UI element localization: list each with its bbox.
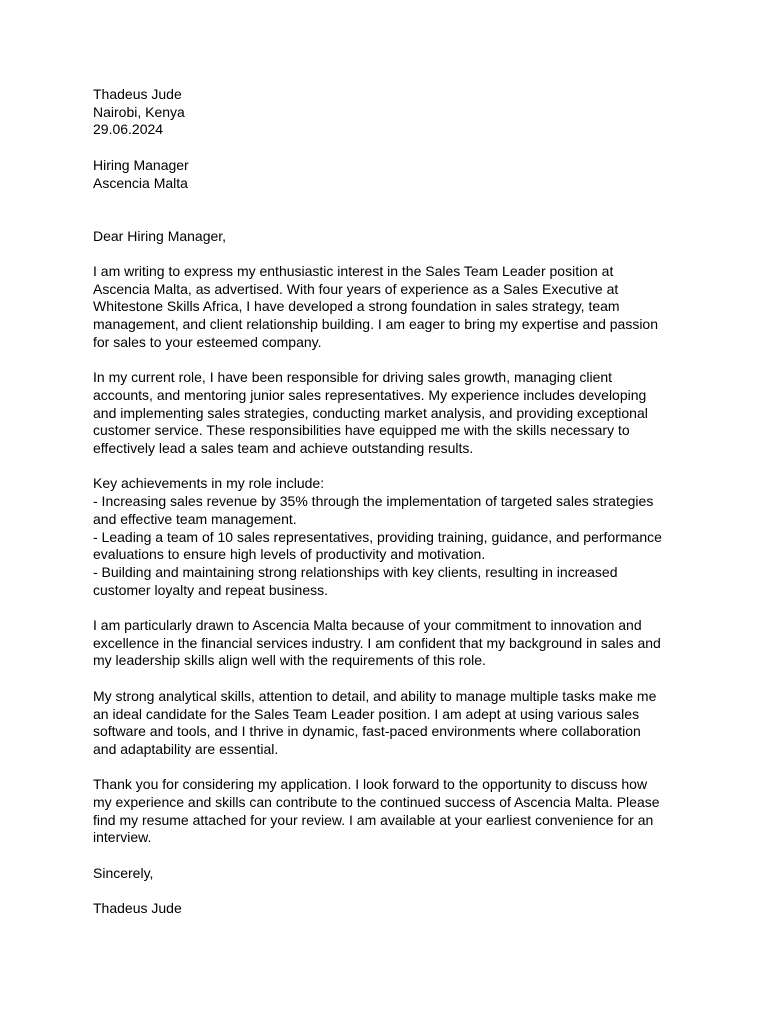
achievement-item: evaluations to ensure high levels of productivity and motivation.	[93, 546, 486, 563]
paragraph-line: for sales to your esteemed company.	[93, 333, 322, 350]
achievement-item: - Leading a team of 10 sales representatives, providing training, guidance, and performance	[93, 528, 662, 545]
letter-date: 29.06.2024	[93, 121, 164, 138]
paragraph-4	[93, 617, 693, 670]
paragraph-line: accounts, and mentoring junior sales representatives. My experience includes developing	[93, 386, 647, 403]
paragraph-line: excellence in the financial services industry. I am confident that my background in sales and	[93, 634, 661, 651]
recipient-block	[93, 157, 693, 192]
paragraph-line: My strong analytical skills, attention to detail, and ability to manage multiple tasks make me	[93, 687, 657, 704]
paragraph-5	[93, 688, 693, 759]
recipient-title: Hiring Manager	[93, 156, 189, 173]
paragraph-line: my experience and skills can contribute to the continued success of Ascencia Malta. Please	[93, 794, 660, 810]
achievement-item: - Increasing sales revenue by 35% through the implementation of targeted sales strategies	[93, 493, 654, 510]
achievement-item: customer loyalty and repeat business.	[93, 581, 329, 598]
paragraph-line: Whitestone Skills Africa, I have developed a strong foundation in sales strategy, team	[93, 298, 620, 315]
sender-block	[93, 86, 693, 139]
paragraph-line: I am writing to express my enthusiastic interest in the Sales Team Leader position at	[93, 262, 614, 279]
closing: Sincerely,	[93, 864, 154, 881]
paragraph-line: Ascencia Malta, as advertised. With four years of experience as a Sales Executive at	[93, 280, 619, 297]
paragraph-line: an ideal candidate for the Sales Team Leader position. I am adept at using various sales	[93, 705, 640, 722]
paragraph-line: I am particularly drawn to Ascencia Malta because of your commitment to innovation and	[93, 617, 642, 633]
paragraph-line: and adaptability are essential.	[93, 740, 279, 757]
achievements-list	[93, 475, 693, 599]
paragraph-2	[93, 369, 693, 458]
paragraph-line: my leadership skills align well with the requirements of this role.	[93, 652, 486, 669]
paragraph-line: In my current role, I have been responsible for driving sales growth, managing client	[93, 369, 613, 386]
paragraph-line: find my resume attached for your review. I am available at your earliest convenience for an	[93, 811, 654, 828]
achievement-item: and effective team management.	[93, 510, 297, 527]
sender-location: Nairobi, Kenya	[93, 103, 185, 120]
paragraph-line: customer service. These responsibilities have equipped me with the skills necessary to	[93, 422, 630, 439]
recipient-company: Ascencia Malta	[93, 174, 188, 191]
paragraph-line: and implementing sales strategies, conducting market analysis, and providing exceptional	[93, 404, 648, 421]
paragraph-line: management, and client relationship building. I am eager to bring my expertise and passion	[93, 316, 658, 333]
salutation: Dear Hiring Manager,	[93, 227, 227, 244]
paragraph-1	[93, 263, 693, 352]
sender-name: Thadeus Jude	[93, 86, 182, 102]
paragraph-line: effectively lead a sales team and achieve outstanding results.	[93, 440, 474, 456]
signature-name: Thadeus Jude	[93, 900, 182, 917]
paragraph-line: Thank you for considering my application. I look forward to the opportunity to discuss how	[93, 776, 648, 793]
paragraph-6	[93, 776, 693, 847]
achievements-heading: Key achievements in my role include:	[93, 475, 325, 492]
paragraph-line: interview.	[93, 829, 152, 846]
paragraph-line: software and tools, and I thrive in dynamic, fast-paced environments where collaboration	[93, 723, 641, 740]
cover-letter	[93, 86, 693, 918]
achievement-item: - Building and maintaining strong relationships with key clients, resulting in increased	[93, 563, 618, 580]
